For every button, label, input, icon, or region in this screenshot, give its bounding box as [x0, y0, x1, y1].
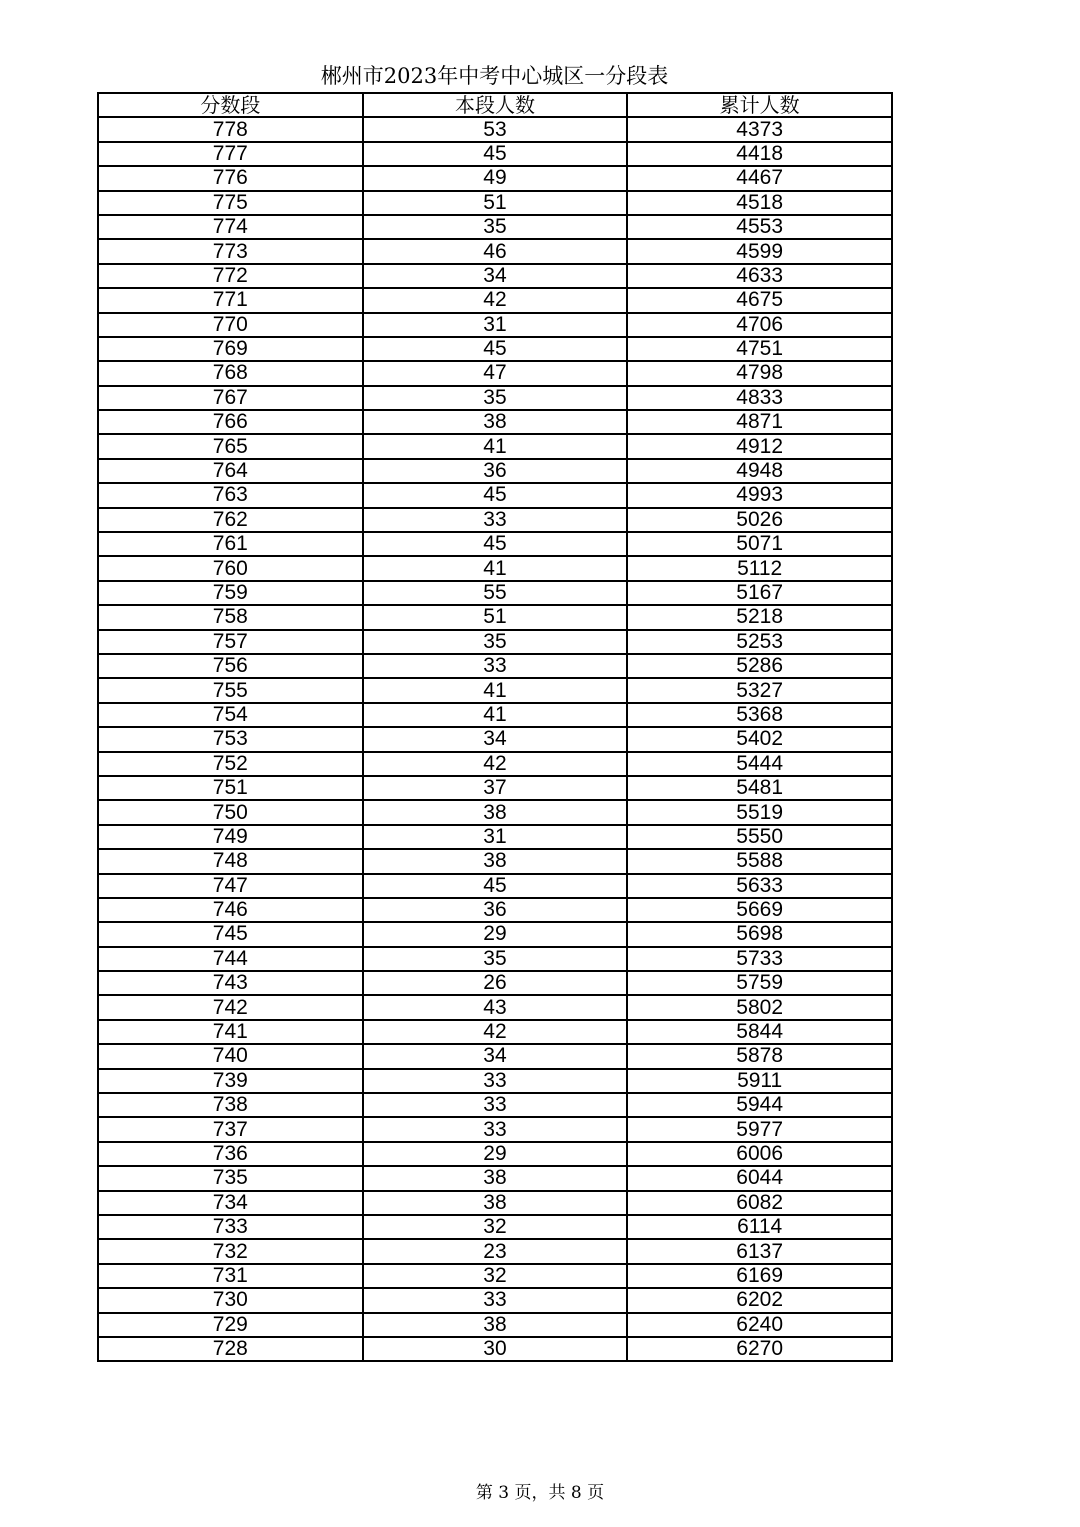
table-row — [98, 727, 892, 751]
table-row — [98, 1166, 892, 1190]
cell-cumulative: 6006 — [627, 1142, 892, 1166]
cell-cumulative: 5844 — [627, 1020, 892, 1044]
cell-count: 38 — [363, 1313, 628, 1337]
table-row — [98, 532, 892, 556]
cell-count: 45 — [363, 532, 628, 556]
cell-cumulative: 6137 — [627, 1239, 892, 1263]
page-title: 郴州市2023年中考中心城区一分段表 — [320, 64, 669, 88]
cell-count: 29 — [363, 1142, 628, 1166]
cell-cumulative: 6202 — [627, 1288, 892, 1312]
cell-cumulative: 5026 — [627, 508, 892, 532]
cell-cumulative: 4675 — [627, 288, 892, 312]
cell-cumulative: 5802 — [627, 995, 892, 1019]
cell-score: 769 — [98, 337, 363, 361]
cell-count: 51 — [363, 191, 628, 215]
cell-cumulative: 5481 — [627, 776, 892, 800]
table-row — [98, 434, 892, 458]
cell-score: 776 — [98, 166, 363, 190]
cell-score: 778 — [98, 117, 363, 141]
cell-score: 744 — [98, 947, 363, 971]
cell-score: 756 — [98, 654, 363, 678]
table-body — [98, 117, 892, 1361]
cell-cumulative: 6082 — [627, 1191, 892, 1215]
cell-score: 753 — [98, 727, 363, 751]
cell-count: 33 — [363, 654, 628, 678]
cell-cumulative: 5218 — [627, 605, 892, 629]
cell-score: 761 — [98, 532, 363, 556]
cell-cumulative: 5633 — [627, 874, 892, 898]
cell-score: 733 — [98, 1215, 363, 1239]
cell-cumulative: 4871 — [627, 410, 892, 434]
cell-count: 53 — [363, 117, 628, 141]
cell-count: 46 — [363, 239, 628, 263]
table-row — [98, 361, 892, 385]
table-row — [98, 191, 892, 215]
cell-count: 43 — [363, 995, 628, 1019]
cell-score: 752 — [98, 752, 363, 776]
table-row — [98, 995, 892, 1019]
cell-count: 32 — [363, 1215, 628, 1239]
cell-score: 747 — [98, 874, 363, 898]
cell-count: 37 — [363, 776, 628, 800]
table-row — [98, 849, 892, 873]
table-row — [98, 142, 892, 166]
cell-count: 33 — [363, 1288, 628, 1312]
cell-count: 45 — [363, 483, 628, 507]
cell-cumulative: 5071 — [627, 532, 892, 556]
cell-score: 765 — [98, 434, 363, 458]
table-row — [98, 1313, 892, 1337]
cell-score: 764 — [98, 459, 363, 483]
cell-score: 772 — [98, 264, 363, 288]
table-row — [98, 288, 892, 312]
cell-count: 45 — [363, 337, 628, 361]
cell-cumulative: 4633 — [627, 264, 892, 288]
cell-score: 775 — [98, 191, 363, 215]
cell-score: 729 — [98, 1313, 363, 1337]
cell-score: 774 — [98, 215, 363, 239]
cell-count: 32 — [363, 1264, 628, 1288]
table-row — [98, 581, 892, 605]
table-row — [98, 922, 892, 946]
cell-score: 728 — [98, 1337, 363, 1361]
table-row — [98, 898, 892, 922]
cell-count: 51 — [363, 605, 628, 629]
cell-cumulative: 4798 — [627, 361, 892, 385]
table-row — [98, 386, 892, 410]
cell-count: 35 — [363, 947, 628, 971]
cell-cumulative: 5444 — [627, 752, 892, 776]
table-row — [98, 313, 892, 337]
cell-count: 31 — [363, 313, 628, 337]
table-row — [98, 1337, 892, 1361]
cell-score: 758 — [98, 605, 363, 629]
table-row — [98, 776, 892, 800]
cell-cumulative: 6169 — [627, 1264, 892, 1288]
table-row — [98, 556, 892, 580]
cell-cumulative: 5112 — [627, 556, 892, 580]
cell-count: 35 — [363, 386, 628, 410]
cell-cumulative: 5368 — [627, 703, 892, 727]
table-row — [98, 239, 892, 263]
table-row — [98, 800, 892, 824]
cell-count: 45 — [363, 874, 628, 898]
cell-cumulative: 5588 — [627, 849, 892, 873]
cell-cumulative: 4948 — [627, 459, 892, 483]
cell-count: 41 — [363, 703, 628, 727]
cell-score: 777 — [98, 142, 363, 166]
cell-score: 734 — [98, 1191, 363, 1215]
cell-cumulative: 4912 — [627, 434, 892, 458]
score-table — [97, 92, 893, 1362]
cell-score: 762 — [98, 508, 363, 532]
table-row — [98, 410, 892, 434]
cell-cumulative: 4833 — [627, 386, 892, 410]
table-row — [98, 1117, 892, 1141]
cell-count: 34 — [363, 1044, 628, 1068]
cell-score: 770 — [98, 313, 363, 337]
cell-count: 38 — [363, 1191, 628, 1215]
cell-cumulative: 6114 — [627, 1215, 892, 1239]
table-row — [98, 483, 892, 507]
cell-score: 757 — [98, 630, 363, 654]
table-row — [98, 1239, 892, 1263]
cell-score: 740 — [98, 1044, 363, 1068]
table-row — [98, 1288, 892, 1312]
cell-score: 767 — [98, 386, 363, 410]
cell-count: 38 — [363, 800, 628, 824]
cell-count: 23 — [363, 1239, 628, 1263]
cell-count: 42 — [363, 1020, 628, 1044]
cell-cumulative: 4467 — [627, 166, 892, 190]
cell-score: 763 — [98, 483, 363, 507]
cell-count: 49 — [363, 166, 628, 190]
cell-score: 742 — [98, 995, 363, 1019]
table-row — [98, 1191, 892, 1215]
cell-cumulative: 4418 — [627, 142, 892, 166]
cell-score: 737 — [98, 1117, 363, 1141]
cell-score: 750 — [98, 800, 363, 824]
cell-cumulative: 4599 — [627, 239, 892, 263]
table-row — [98, 1044, 892, 1068]
table-row — [98, 678, 892, 702]
cell-cumulative: 5878 — [627, 1044, 892, 1068]
cell-cumulative: 4751 — [627, 337, 892, 361]
cell-score: 754 — [98, 703, 363, 727]
table-row — [98, 337, 892, 361]
table-row — [98, 215, 892, 239]
table-row — [98, 1215, 892, 1239]
cell-count: 41 — [363, 434, 628, 458]
table-row — [98, 605, 892, 629]
cell-count: 33 — [363, 1069, 628, 1093]
cell-count: 35 — [363, 215, 628, 239]
cell-score: 730 — [98, 1288, 363, 1312]
table-row — [98, 947, 892, 971]
cell-count: 38 — [363, 1166, 628, 1190]
cell-score: 768 — [98, 361, 363, 385]
cell-count: 38 — [363, 849, 628, 873]
table-row — [98, 752, 892, 776]
header-cumulative: 累计人数 — [627, 93, 892, 117]
cell-score: 755 — [98, 678, 363, 702]
cell-count: 35 — [363, 630, 628, 654]
table-row — [98, 1093, 892, 1117]
cell-cumulative: 5669 — [627, 898, 892, 922]
cell-cumulative: 5977 — [627, 1117, 892, 1141]
cell-count: 41 — [363, 556, 628, 580]
table-row — [98, 264, 892, 288]
cell-score: 736 — [98, 1142, 363, 1166]
table-row — [98, 1142, 892, 1166]
cell-score: 743 — [98, 971, 363, 995]
table-row — [98, 166, 892, 190]
cell-score: 745 — [98, 922, 363, 946]
cell-cumulative: 5759 — [627, 971, 892, 995]
cell-count: 33 — [363, 508, 628, 532]
cell-score: 766 — [98, 410, 363, 434]
cell-cumulative: 5327 — [627, 678, 892, 702]
cell-cumulative: 5519 — [627, 800, 892, 824]
cell-count: 36 — [363, 898, 628, 922]
cell-score: 748 — [98, 849, 363, 873]
cell-count: 26 — [363, 971, 628, 995]
cell-score: 771 — [98, 288, 363, 312]
cell-count: 42 — [363, 752, 628, 776]
table-row — [98, 117, 892, 141]
cell-count: 42 — [363, 288, 628, 312]
table-row — [98, 703, 892, 727]
table-row — [98, 825, 892, 849]
cell-score: 739 — [98, 1069, 363, 1093]
cell-count: 47 — [363, 361, 628, 385]
cell-count: 45 — [363, 142, 628, 166]
cell-cumulative: 4553 — [627, 215, 892, 239]
table-row — [98, 459, 892, 483]
cell-score: 760 — [98, 556, 363, 580]
page-footer: 第 3 页，共 8 页 — [475, 1483, 605, 1503]
cell-count: 34 — [363, 727, 628, 751]
cell-score: 759 — [98, 581, 363, 605]
cell-cumulative: 4706 — [627, 313, 892, 337]
cell-cumulative: 5402 — [627, 727, 892, 751]
header-count: 本段人数 — [363, 93, 628, 117]
table-row — [98, 971, 892, 995]
cell-count: 30 — [363, 1337, 628, 1361]
cell-score: 773 — [98, 239, 363, 263]
cell-cumulative: 5167 — [627, 581, 892, 605]
cell-cumulative: 4373 — [627, 117, 892, 141]
cell-score: 746 — [98, 898, 363, 922]
cell-cumulative: 5286 — [627, 654, 892, 678]
cell-cumulative: 5253 — [627, 630, 892, 654]
table-row — [98, 654, 892, 678]
cell-cumulative: 5550 — [627, 825, 892, 849]
cell-score: 741 — [98, 1020, 363, 1044]
table-row — [98, 1069, 892, 1093]
cell-cumulative: 6240 — [627, 1313, 892, 1337]
cell-cumulative: 5733 — [627, 947, 892, 971]
table-row — [98, 874, 892, 898]
table-row — [98, 1264, 892, 1288]
cell-cumulative: 6270 — [627, 1337, 892, 1361]
cell-score: 751 — [98, 776, 363, 800]
table-header-row — [98, 93, 892, 117]
cell-count: 33 — [363, 1117, 628, 1141]
cell-count: 29 — [363, 922, 628, 946]
cell-score: 731 — [98, 1264, 363, 1288]
cell-cumulative: 5911 — [627, 1069, 892, 1093]
cell-cumulative: 5698 — [627, 922, 892, 946]
cell-count: 38 — [363, 410, 628, 434]
header-score: 分数段 — [98, 93, 363, 117]
cell-count: 33 — [363, 1093, 628, 1117]
cell-count: 31 — [363, 825, 628, 849]
cell-score: 735 — [98, 1166, 363, 1190]
cell-count: 36 — [363, 459, 628, 483]
cell-cumulative: 5944 — [627, 1093, 892, 1117]
table-row — [98, 1020, 892, 1044]
cell-score: 738 — [98, 1093, 363, 1117]
cell-count: 34 — [363, 264, 628, 288]
cell-score: 732 — [98, 1239, 363, 1263]
cell-cumulative: 6044 — [627, 1166, 892, 1190]
cell-cumulative: 4993 — [627, 483, 892, 507]
cell-score: 749 — [98, 825, 363, 849]
cell-cumulative: 4518 — [627, 191, 892, 215]
table-row — [98, 508, 892, 532]
cell-count: 41 — [363, 678, 628, 702]
table-row — [98, 630, 892, 654]
cell-count: 55 — [363, 581, 628, 605]
